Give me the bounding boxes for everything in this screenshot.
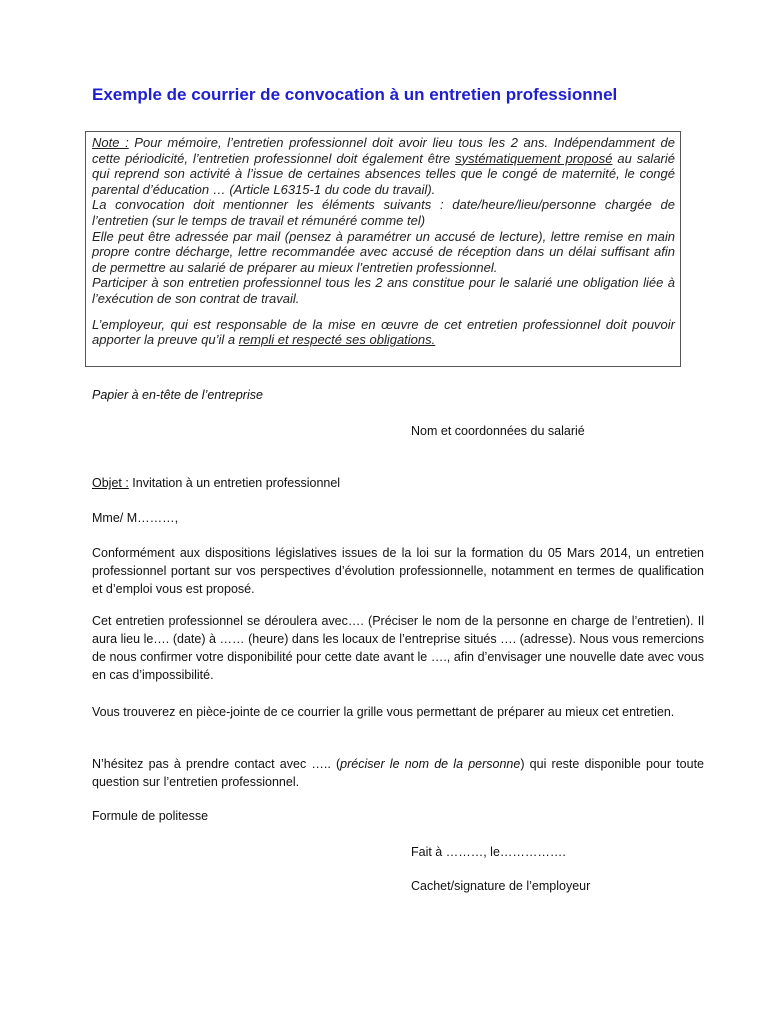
place-date-line: Fait à ………, le……………. bbox=[411, 845, 566, 859]
letter-paragraph-4: N’hésitez pas à prendre contact avec ….. (préciser le nom de la personne) qui reste disponible pour toute question sur l’entretien professionnel. bbox=[92, 757, 704, 789]
note-label: Note : bbox=[92, 135, 129, 150]
object-label: Objet : bbox=[92, 476, 129, 490]
note-paragraph-5: L’employeur, qui est responsable de la mise en œuvre de cet entretien professionnel doit pouvoir apporter la preuve qu’il a rempli et respecté ses obligations. bbox=[92, 316, 675, 348]
letterhead-text: Papier à en-tête de l’entreprise bbox=[92, 388, 263, 402]
note-paragraph-1: Note : Pour mémoire, l’entretien professionnel doit avoir lieu tous les 2 ans. Indépendamment de cette périodicité, l’entretien professionnel doit également être systématiquement proposé au salarié qui reprend son activité à l’issue de certaines absences telles que le congé de maternité, le congé parental d’éducation … (Article L6315-1 du code du travail). bbox=[92, 135, 675, 197]
object-text: Invitation à un entretien professionnel bbox=[128, 476, 341, 490]
note-paragraph-2: La convocation doit mentionner les éléments suivants : date/heure/lieu/personne chargée de l’entretien (sur le temps de travail et rémunéré comme tel) bbox=[92, 197, 675, 228]
letter-paragraph-3: Vous trouverez en pièce-jointe de ce courrier la grille vous permettant de préparer au mieux cet entretien. bbox=[92, 705, 675, 719]
salutation: Mme/ M………, bbox=[92, 511, 179, 525]
note-underlined-text: systématiquement proposé bbox=[455, 150, 613, 166]
note-paragraph-3: Elle peut être adressée par mail (pensez à paramétrer un accusé de lecture), lettre remise en main propre contre décharge, lettre recommandée avec accusé de réception dans un délai suffisant afin de permettre au salarié de préparer au mieux l’entretien professionnel. bbox=[92, 228, 675, 275]
letter-paragraph-2: Cet entretien professionnel se déroulera avec…. (Préciser le nom de la personne en charge de l’entretien). Il aura lieu le…. (date) à …… (heure) dans les locaux de l’entreprise situés …. (adresse). Nous vous remercions de nous confirmer votre disponibilité pour cette date avant le …., afin d’envisager une nouvelle date avec vous en cas d’impossibilité. bbox=[92, 614, 704, 682]
note-paragraph-4: Participer à son entretien professionnel tous les 2 ans constitue pour le salarié une obligation liée à l’exécution de son contrat de travail. bbox=[92, 275, 675, 306]
note-box bbox=[85, 131, 681, 367]
document-title: Exemple de courrier de convocation à un entretien professionnel bbox=[92, 85, 618, 104]
letter-paragraph-1: Conformément aux dispositions législatives issues de la loi sur la formation du 05 Mars 2014, un entretien professionnel portant sur vos perspectives d’évolution professionnelle, notamment en termes de qualification et d’emploi vous est proposé. bbox=[92, 546, 704, 596]
employer-signature: Cachet/signature de l’employeur bbox=[411, 879, 591, 893]
closing-formula: Formule de politesse bbox=[92, 809, 209, 823]
recipient-text: Nom et coordonnées du salarié bbox=[411, 424, 585, 438]
object-line bbox=[92, 474, 340, 492]
